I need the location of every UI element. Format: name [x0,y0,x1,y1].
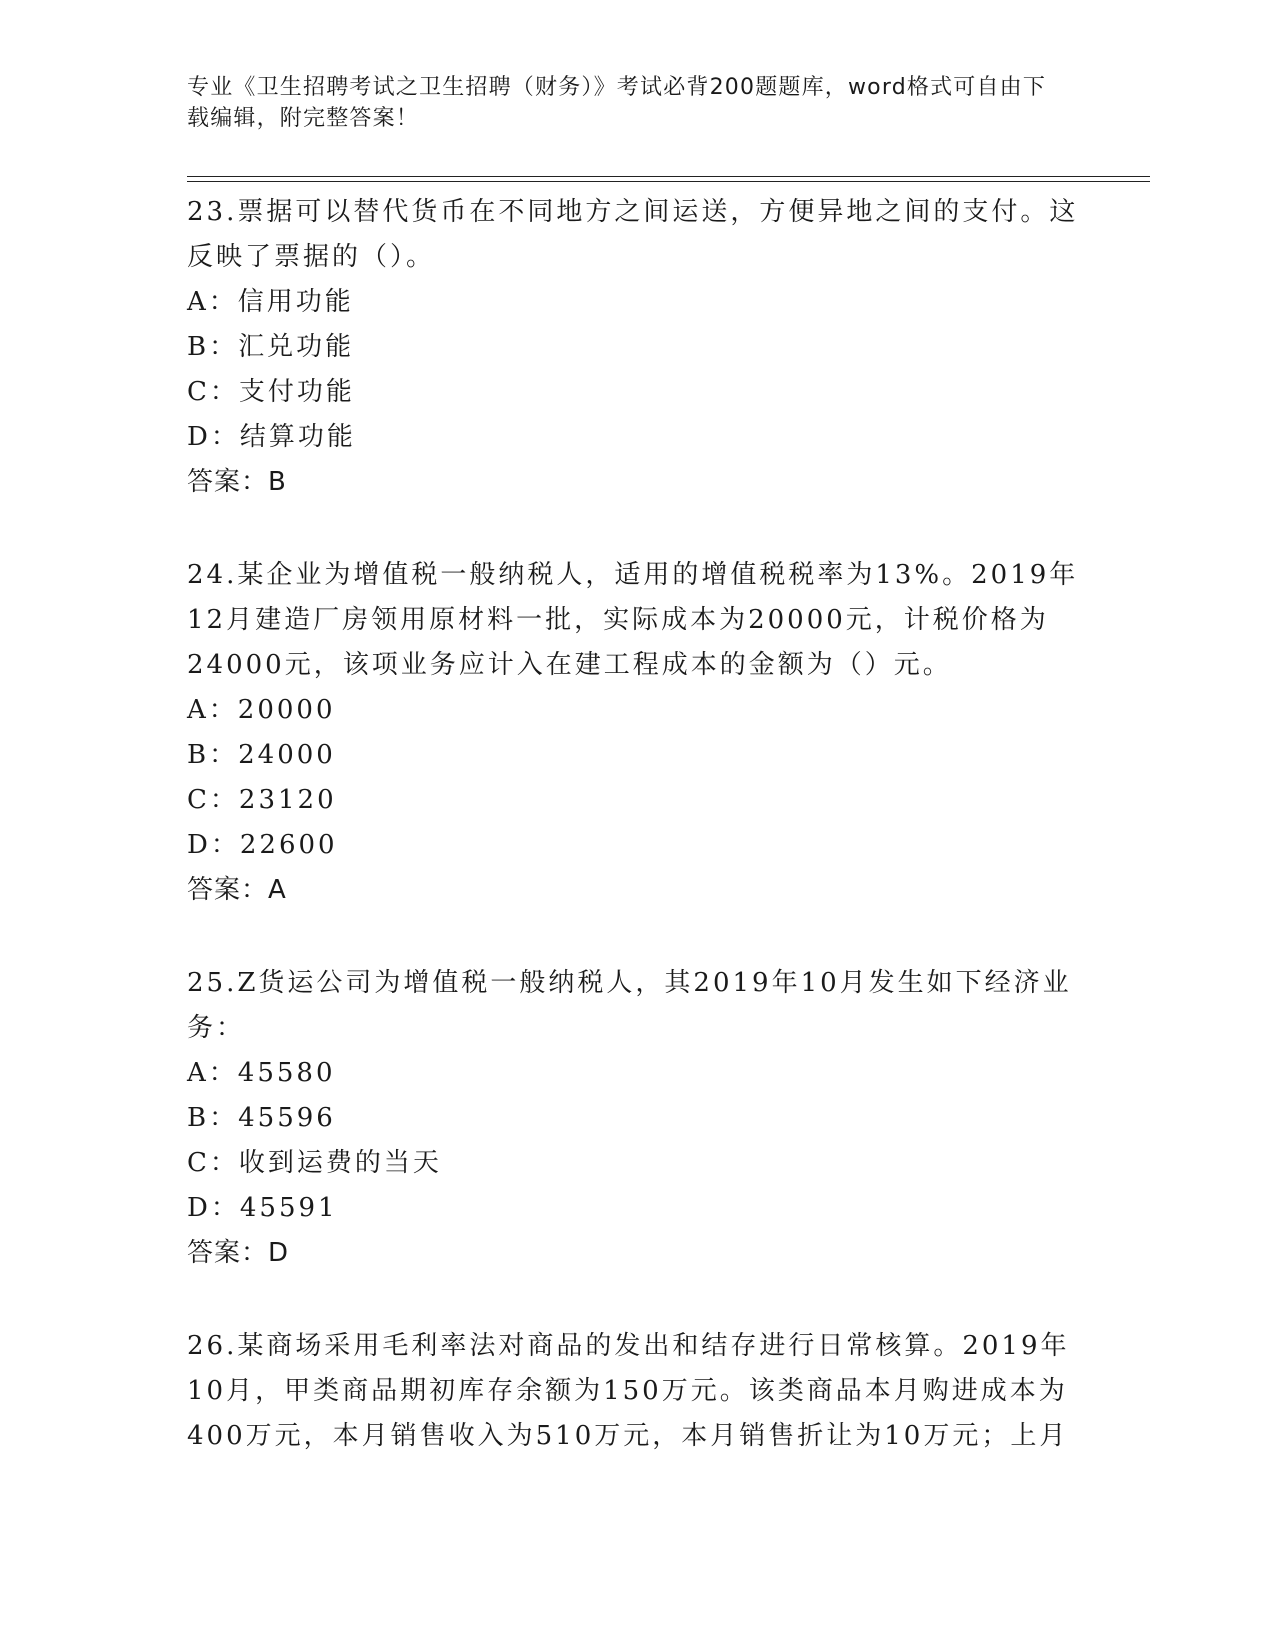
option-key: C： [187,377,239,407]
option-key: C： [187,1148,239,1178]
option-key: B： [187,1103,239,1133]
option-text: 20000 [237,695,336,725]
question-24 [187,553,1087,913]
option-b [187,1096,1087,1141]
header-title: 专业《卫生招聘考试之卫生招聘（财务）》考试必背200题题库，word格式可自由下载编辑，附完整答案！ [187,75,1047,131]
option-text: 45591 [239,1193,338,1223]
option-c [187,778,1087,823]
option-d [187,1186,1087,1231]
question-25 [187,961,1087,1276]
option-key: A： [187,287,238,317]
option-key: B： [187,740,239,770]
question-26 [187,1324,1087,1459]
option-key: A： [187,1058,238,1088]
option-c [187,370,1087,415]
option-text: 24000 [238,740,336,770]
option-key: D： [187,1193,240,1223]
option-a [187,688,1087,733]
question-list [187,190,1087,1507]
option-d [187,415,1087,460]
question-stem: 23.票据可以替代货币在不同地方之间运送，方便异地之间的支付。这反映了票据的（）。 [187,197,1079,272]
option-key: D： [187,422,240,452]
option-text: 45596 [238,1103,336,1133]
option-key: C： [187,785,239,815]
option-text: 23120 [238,785,337,815]
option-a [187,1051,1087,1096]
option-text: 22600 [239,830,338,860]
option-b [187,325,1087,370]
question-stem: 24.某企业为增值税一般纳税人，适用的增值税税率为13%。2019年12月建造厂房领用原材料一批，实际成本为20000元，计税价格为24000元，该项业务应计入在建工程成本的金额为（）元。 [187,560,1079,680]
header-rule-bottom [187,181,1150,182]
option-d [187,823,1087,868]
option-text: 结算功能 [239,422,356,452]
answer-line: 答案：B [187,467,287,497]
option-c [187,1141,1087,1186]
option-text: 信用功能 [237,287,354,317]
option-text: 支付功能 [238,377,355,407]
answer-line: 答案：A [187,875,287,905]
option-key: B： [187,332,239,362]
option-a [187,280,1087,325]
option-text: 45580 [237,1058,336,1088]
option-key: A： [187,695,238,725]
answer-line: 答案：D [187,1238,290,1268]
option-b [187,733,1087,778]
option-text: 汇兑功能 [238,332,355,362]
question-stem: 26.某商场采用毛利率法对商品的发出和结存进行日常核算。2019年10月，甲类商品期初库存余额为150万元。该类商品本月购进成本为400万元，本月销售收入为510万元，本月销售折让为10万元；上月 [187,1331,1070,1451]
option-text: 收到运费的当天 [238,1148,442,1178]
document-header [187,72,1067,134]
question-stem: 25.Z货运公司为增值税一般纳税人，其2019年10月发生如下经济业务： [187,968,1072,1043]
question-23 [187,190,1087,505]
header-rule-top [187,176,1150,177]
option-key: D： [187,830,240,860]
